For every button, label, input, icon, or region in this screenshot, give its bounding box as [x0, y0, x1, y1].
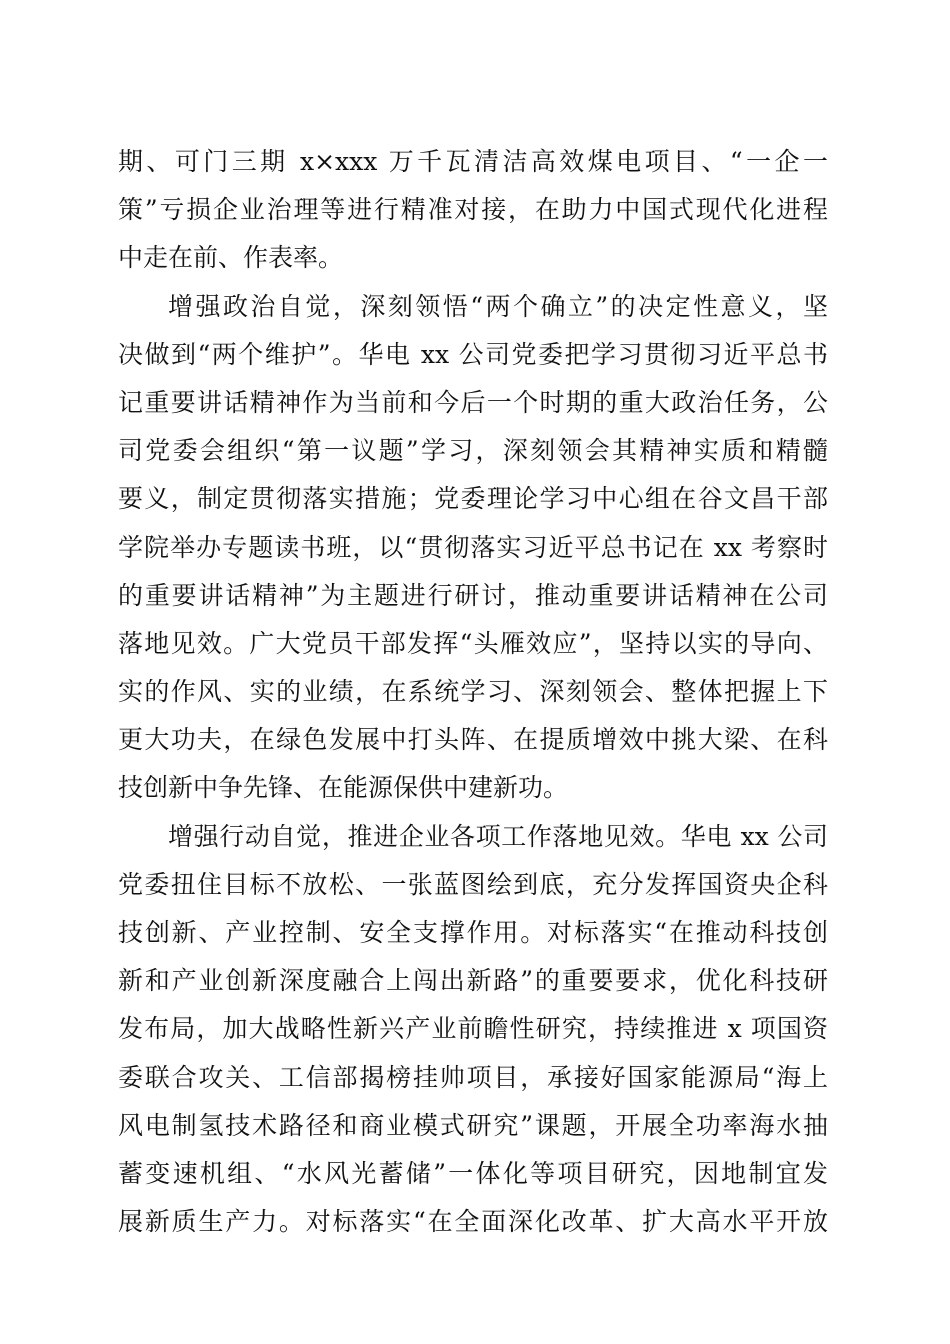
paragraph-line: 的重要讲话精神”为主题进行研讨，推动重要讲话精神在公司 [118, 580, 828, 610]
paragraph-line: 展新质生产力。对标落实“在全面深化改革、扩大高水平开放 [118, 1207, 828, 1237]
paragraph-line: 蓄变速机组、“水风光蓄储”一体化等项目研究，因地制宜发 [118, 1158, 828, 1188]
paragraph-line: 增强行动自觉，推进企业各项工作落地见效。华电 xx 公司 [168, 821, 828, 851]
paragraph-line: 技创新中争先锋、在能源保供中建新功。 [118, 773, 569, 803]
paragraph-line: 要义，制定贯彻落实措施；党委理论学习中心组在谷文昌干部 [118, 484, 828, 514]
paragraph-line: 党委扭住目标不放松、一张蓝图绘到底，充分发挥国资央企科 [118, 869, 828, 899]
paragraph-line: 发布局，加大战略性新兴产业前瞻性研究，持续推进 x 项国资 [118, 1014, 828, 1044]
paragraph-line: 新和产业创新深度融合上闯出新路”的重要要求，优化科技研 [118, 966, 828, 996]
paragraph-line: 期、可门三期 x×xxx 万千瓦清洁高效煤电项目、“一企一 [118, 147, 828, 176]
paragraph-line: 风电制氢技术路径和商业模式研究”课题，开展全功率海水抽 [118, 1110, 828, 1140]
paragraph-line: 中走在前、作表率。 [118, 243, 344, 273]
paragraph-line: 记重要讲话精神作为当前和今后一个时期的重大政治任务，公 [118, 387, 828, 417]
paragraph-line: 委联合攻关、工信部揭榜挂帅项目，承接好国家能源局“海上 [118, 1062, 828, 1092]
paragraph-line: 决做到“两个维护”。华电 xx 公司党委把学习贯彻习近平总书 [118, 339, 828, 369]
paragraph-2 [118, 283, 828, 813]
paragraph-line: 学院举办专题读书班，以“贯彻落实习近平总书记在 xx 考察时 [118, 532, 828, 562]
paragraph-line: 司党委会组织“第一议题”学习，深刻领会其精神实质和精髓 [118, 436, 828, 466]
paragraph-line: 实的作风、实的业绩，在系统学习、深刻领会、整体把握上下 [118, 677, 828, 707]
document-body [118, 138, 828, 1246]
paragraph-3 [118, 813, 828, 1247]
paragraph-line: 落地见效。广大党员干部发挥“头雁效应”，坚持以实的导向、 [118, 628, 828, 658]
paragraph-line: 增强政治自觉，深刻领悟“两个确立”的决定性意义，坚 [168, 291, 828, 321]
paragraph-line: 技创新、产业控制、安全支撑作用。对标落实“在推动科技创 [118, 918, 828, 947]
paragraph-line: 策”亏损企业治理等进行精准对接，在助力中国式现代化进程 [118, 195, 828, 225]
paragraph-line: 更大功夫，在绿色发展中打头阵、在提质增效中挑大梁、在科 [118, 725, 828, 755]
paragraph-1 [118, 138, 828, 283]
